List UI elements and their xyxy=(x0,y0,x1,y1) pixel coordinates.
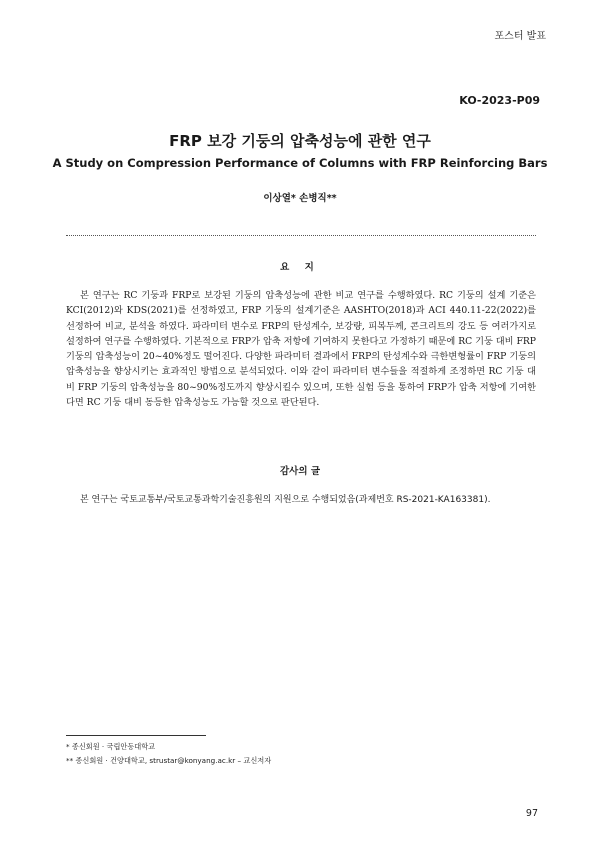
abstract-heading: 요 지 xyxy=(280,262,320,273)
dotted-divider xyxy=(66,235,536,236)
abstract-body: 본 연구는 RC 기둥과 FRP로 보강된 기둥의 압축성능에 관한 비교 연구를 수행하였다. RC 기둥의 설계 기준은 KCI(2012)와 KDS(2021)를 선정하였고, FRP 기둥의 설계기준은 AASHTO(2018)과 ACI 440.11-22(2022)를 선정하여 비교, 분석을 하였다. 파라미터 변수로 FRP의 탄성계수, 보강량, 피복두께, 콘크리트의 강도 등 여러가지로 설정하여 연구를 수행하였다. 기본적으로 FRP가 압축 저항에 기여하지 못한다고 가정하기 때문에 RC 기둥 대비 FRP 기둥의 압축성능이 20~40%정도 떨어진다. 다양한 파라미터 결과에서 FRP의 탄성계수와 극한변형률이 FRP 기둥의 압축성능을 향상시키는 효과적인 방법으로 분석되었다. 이와 같이 파라미터 변수들을 적절하게 조정하면 RC 기둥 대비 FRP 기둥의 압축성능을 80~90%정도까지 향상시킬수 있으며, 또한 실험 등을 통하여 FRP가 압축 저항에 기여한다면 RC 기둥 대비 동등한 압축성능도 가능할 것으로 판단된다. xyxy=(66,290,536,409)
acknowledgement-body: 본 연구는 국토교통부/국토교통과학기술진흥원의 지원으로 수행되었음(과제번호 RS-2021-KA163381). xyxy=(80,495,491,505)
title-english: A Study on Compression Performance of Columns with FRP Reinforcing Bars xyxy=(52,156,548,170)
footnote-rule xyxy=(66,735,206,736)
section-label: 포스터 발표 xyxy=(494,31,546,42)
title-korean: FRP 보강 기둥의 압축성능에 관한 연구 xyxy=(169,132,431,150)
authors: 이상열* 손병직** xyxy=(263,193,337,204)
page-number: 97 xyxy=(525,808,538,819)
footnote-author-1: * 종신회원 · 국립안동대학교 xyxy=(66,742,156,751)
paper-id: KO-2023-P09 xyxy=(459,94,540,107)
acknowledgement-heading: 감사의 글 xyxy=(279,466,320,477)
footnote-author-2: ** 종신회원 · 건양대학교, strustar@konyang.ac.kr – 교신저자 xyxy=(66,756,272,765)
